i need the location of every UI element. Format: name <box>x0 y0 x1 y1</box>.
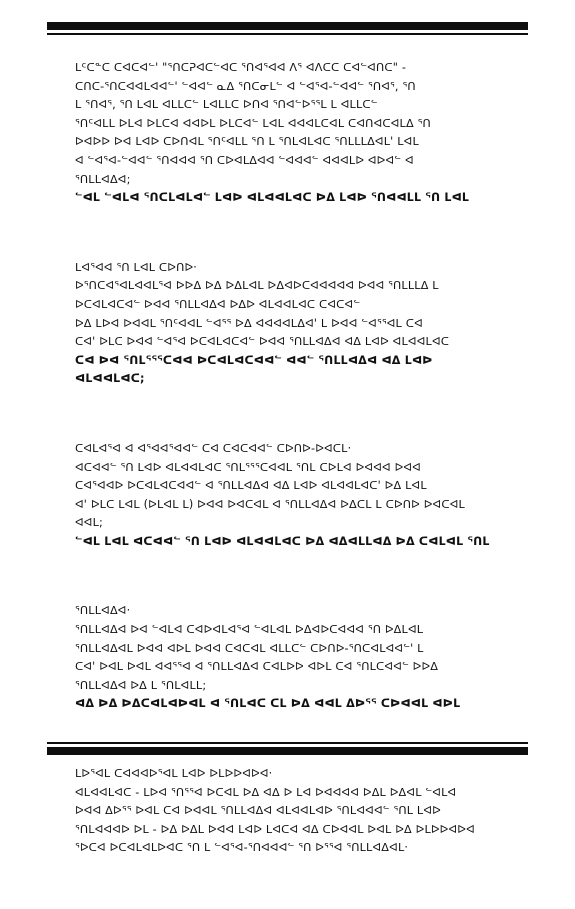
section-5-line-3: ᕐᑎᒪᐊᐊᐊᐅ ᐅᒪ - ᐅᐃ ᐅᐃᒪ ᐅᐊᐊ ᒪᐊᐅ ᒪᐊᑕᐊ ᐊᐃ ᑕᐅᐊᐊᒪ ᐅᐊᒪ ᐅᐃ ᐅᒪᐅᐅᐊᐅᐊ <box>75 822 475 836</box>
section-5 <box>75 765 505 858</box>
section-3-line-3: ᐊ' ᐅᒪᑕ ᒪᐊᒪ (ᐅᒪᐊᒪ ᒪ) ᐅᐊᐊ ᐅᐊᑕᐊᒪ ᐊ ᕐᑎᒪᒪᐊᐃᐊ ᐅᐃᑕᒪ ᒪ ᑕᐅᑎᐅ ᐅᐊᑕᐊᒪ <box>75 497 465 511</box>
section-2 <box>75 259 505 389</box>
section-4-question: ᐊᐃ ᐅᐃ ᐅᐃᑕᐊᒪᐊᐅᐊᒪ ᐊ ᕐᑎᒪᐊᑕ ᑕᒪ ᐅᐃ ᐊᐊᒪ ᐃᐅᕐᕐ ᑕᐅᐊᐊᒪ ᐊᐅᒪ <box>75 697 461 711</box>
section-5-line-1: ᐊᒪᐊᐊᒪᐊᑕ - ᒪᐅᐊ ᕐᑎᕐᕐᐊ ᐅᑕᐊᒪ ᐅᐃ ᐊᐃ ᐅ ᒪᐊ ᐅᐊᐊᐊᐊ ᐅᐃᒪ ᐅᐃᐊᒪ ᓪᐊᒪᐊ <box>75 785 457 799</box>
section-2-line-3: ᐅᐃ ᒪᐅᐊ ᐅᐊᐊᒪ ᕐᑎᑦᐊᐊᒪ ᓪᐊᕐᕐ ᐅᐃ ᐊᐊᐊᐊᒪᐃᐊ' ᒪ ᐅᐊᐊ ᓪᐊᕐᕐᐊᒪ ᑕᐊ <box>75 316 423 330</box>
top-thin-rule <box>47 33 528 35</box>
section-1-line-3: ᒪ ᕐᑎᐊᕐ, ᕐᑎ ᒪᐊᒪ ᐊᒪᒪᑕᓪ ᒪᐊᒪᒪᑕ ᐅᑎᐊ ᕐᑎᐊᓪᐅᕐᕐᒪ ᒪ ᐊᒪᒪᑕᓪ <box>75 98 378 112</box>
section-5-line-4: ᕐᐅᑕᐊ ᐅᑕᐊᒪᐊᒪᐅᐊᑕ ᕐᑎ ᒪ ᓪᐊᕐᐊ-ᕐᑎᐊᐊᐊᓪ ᕐᑎ ᐅᕐᕐᐊ ᕐᑎᒪᒪᐊᐃᐊᒪ· <box>75 841 409 855</box>
section-5-line-2: ᐅᐊᐊ ᐃᐅᕐᕐ ᐅᐊᒪ ᑕᐊ ᐅᐊᐊᒪ ᕐᑎᒪᒪᐊᐃᐊ ᐊᒪᐊᐊᒪᐊᐅ ᕐᑎᒪᐊᐊᐊᓪ ᕐᑎᒪ ᒪᐊᐅ <box>75 804 441 818</box>
section-1-question: ᓪᐊᒪ ᓪᐊᒪᐊ ᕐᑎᑕᒪᐊᒪᐊᓪ ᒪᐊᐅ ᐊᒪᐊᐊᒪᐊᑕ ᐅᐃ ᒪᐊᐅ ᕐᑎᐊᐊᒪᒪ ᕐᑎ ᒪᐊᒪ <box>75 191 470 205</box>
document-content <box>75 59 505 909</box>
section-2-heading: ᒪᐊᕐᐊᐊ ᕐᑎ ᒪᐊᒪ ᑕᐅᑎᐅ· <box>75 260 198 274</box>
section-1-line-7: ᕐᑎᒪᒪᐊᐃᐊ; <box>75 172 131 186</box>
section-1-line-6: ᐊ ᓪᐊᕐᐊ-ᓪᐊᐊᓪ ᕐᑎᐊᐊᐊ ᕐᑎ ᑕᐅᐊᒪᐃᐊᐊ ᓪᐊᐊᐊᓪ ᐊᐊᐊᒪᐅ ᐊᐅᐊᓪ ᐊ <box>75 153 414 167</box>
section-3 <box>75 440 505 552</box>
section-3-question: ᓪᐊᒪ ᒪᐊᒪ ᐊᑕᐊᐊᓪ ᕐᑎ ᒪᐊᐅ ᐊᒪᐊᐊᒪᐊᑕ ᐅᐃ ᐊᐃᐊᒪᒪᐊᐃ ᐅᐃ ᑕᐊᒪᐊᒪ ᕐᑎᒪ <box>75 534 490 548</box>
section-4-line-2: ᕐᑎᒪᒪᐊᐃᐊᒪ ᐅᐊᐊ ᐊᐅᒪ ᐅᐊᐊ ᑕᐊᑕᐊᒪ ᐊᒪᒪᑕᓪ ᑕᐅᑎᐅ-ᕐᑎᑕᐊᒪᐊᐊᓪ' ᒪ <box>75 641 424 655</box>
section-4-heading: ᕐᑎᒪᒪᐊᐃᐊ· <box>75 604 131 618</box>
section-4-line-1: ᕐᑎᒪᒪᐊᐃᐊ ᐅᐊ ᓪᐊᒪᐊ ᑕᐊᐅᐊᒪᐊᕐᐊ ᓪᐊᒪᐊᒪ ᐅᐃᐊᐅᑕᐊᐊᐊ ᕐᑎ ᐅᐃᒪᐊᒪ <box>75 623 424 637</box>
section-3-paragraph <box>75 459 505 533</box>
section-3-line-2: ᑕᐊᕐᐊᐊᐅ ᐅᑕᐊᒪᐊᑕᐊᐊᓪ ᐊ ᕐᑎᒪᒪᐊᐃᐊ ᐊᐃ ᒪᐊᐅ ᐊᒪᐊᐊᒪᐊᑕ' ᐅᐃ ᒪᐊᒪ <box>75 479 427 493</box>
section-3-line-1: ᐊᑕᐊᐊᓪ ᕐᑎ ᒪᐊᐅ ᐊᒪᐊᐊᒪᐊᑕ ᕐᑎᒪᕐᕐᕐᑕᐊᐊᒪ ᕐᑎᒪ ᑕᐅᒪᐊ ᐅᐊᐊᐊ ᐅᐊᐊ <box>75 460 421 474</box>
section-2-paragraph <box>75 277 505 351</box>
section-2-question: ᑕᐊ ᐅᐊ ᕐᑎᒪᕐᕐᕐᑕᐊᐊ ᐅᑕᐊᒪᐊᑕᐊᐊᓪ ᐊᐊᓪ ᕐᑎᒪᒪᐊᐃᐊ ᐊᐃ ᒪᐊᐅ ᐊᒪᐊᐊᒪᐊᑕ; <box>75 353 433 386</box>
top-thick-rule <box>47 22 528 30</box>
section-4 <box>75 602 505 714</box>
section-4-paragraph <box>75 621 505 695</box>
section-1-line-5: ᐅᐊᐅᐅ ᐅᐊ ᒪᐊᐅ ᑕᐅᑎᐊᒪ ᕐᑎᑦᐊᒪᒪ ᕐᑎ ᒪ ᕐᑎᒪᐊᒪᐊᑕ ᕐᑎᒪᒪᒪᐃᐊᒪ' ᒪᐊᒪ <box>75 135 419 149</box>
section-4-line-4: ᕐᑎᒪᒪᐊᐃᐊ ᐅᐃ ᒪ ᕐᑎᒪᐊᒪᒪ; <box>75 678 207 692</box>
section-2-line-1: ᐅᕐᑎᑕᐊᕐᐊᒪᐊᐊᒪᕐᐊ ᐅᐅᐃ ᐅᐃ ᐅᐃᒪᐊᒪ ᐅᐃᐊᐅᑕᐊᐊᐊᐊᐊ ᐅᐊᐊ ᕐᑎᒪᒪᒪᐃ ᒪ <box>75 279 439 293</box>
section-4-line-3: ᑕᐊ' ᐅᐊᒪ ᐅᐊᒪ ᐊᐊᕐᕐᐊ ᐊ ᕐᑎᒪᒪᐊᐃᐊ ᑕᐊᒪᐅᐅ ᐊᐅᒪ ᑕᐊ ᕐᑎᒪᑕᐊᐊᓪ ᐅᐅᐃ <box>75 660 439 674</box>
bottom-thin-rule <box>47 742 528 744</box>
bottom-thick-rule <box>47 747 528 755</box>
section-5-paragraph <box>75 784 505 858</box>
section-1-paragraph <box>75 59 505 189</box>
section-5-heading: ᒪᐅᕐᐊᒪ ᑕᐊᐊᐊᐅᕐᐊᒪ ᒪᐊᐅ ᐅᒪᐅᐅᐊᐅᐊ· <box>75 767 273 781</box>
section-3-heading: ᑕᐊᒪᐊᕐᐊ ᐊ ᐊᕐᐊᐊᕐᐊᐊᓪ ᑕᐊ ᑕᐊᑕᐊᐊᓪ ᑕᐅᑎᐅ-ᐅᐊᑕᒪ· <box>75 441 352 455</box>
section-2-line-4: ᑕᐊ' ᐅᒪᑕ ᐅᐊᐊ ᓪᐊᕐᐊ ᐅᑕᐊᒪᐊᑕᐊᓪ ᐅᐊᐊ ᕐᑎᒪᒪᐊᐃᐊ ᐊᐃ ᒪᐊᐅ ᐊᒪᐊᐊᒪᐊᑕ <box>75 335 450 349</box>
section-1 <box>75 59 505 208</box>
section-2-line-2: ᐅᑕᐊᒪᐊᑕᐊᓪ ᐅᐊᐊ ᕐᑎᒪᒪᐊᐃᐊ ᐅᐃᐅ ᐊᒪᐊᐊᒪᐊᑕ ᑕᐊᑕᐊᓪ <box>75 297 361 311</box>
section-3-line-4: ᐊᐊᒪ; <box>75 516 104 530</box>
section-1-line-4: ᕐᑎᑦᐊᒪᒪ ᐅᒪᐊ ᐅᒪᑕᐊ ᐊᐊᐅᒪ ᐅᒪᑕᐊᓪ ᒪᐊᒪ ᐊᐊᐊᒪᑕᐊᒪ ᑕᐊᑎᐊᑕᐊᒪᐃ ᕐᑎ <box>75 116 431 130</box>
section-1-line-2: ᑕᑎᑕ-ᕐᑎᑕᐊᐊᒪᐊᐊᓪ' ᓪᐊᐊᓪ ᓇᐃ ᕐᑎᑕᓂᒪᓪ ᐊ ᓪᐊᕐᐊ-ᓪᐊᐊᓪ ᕐᑎᐊᕐ, ᕐᑎ <box>75 79 416 93</box>
section-1-line-1: ᒪᑦᑕᓐᑕ ᑕᐊᑕᐊᓪ' "ᕐᑎᑕᕈᐊᑕᓪᐊᑕ ᕐᑎᐊᕐᐊᐊ ᐱᕐ ᐊᐱᑕᑕ ᑕᐊᓪᐊᑎᑕ" - <box>75 61 407 74</box>
